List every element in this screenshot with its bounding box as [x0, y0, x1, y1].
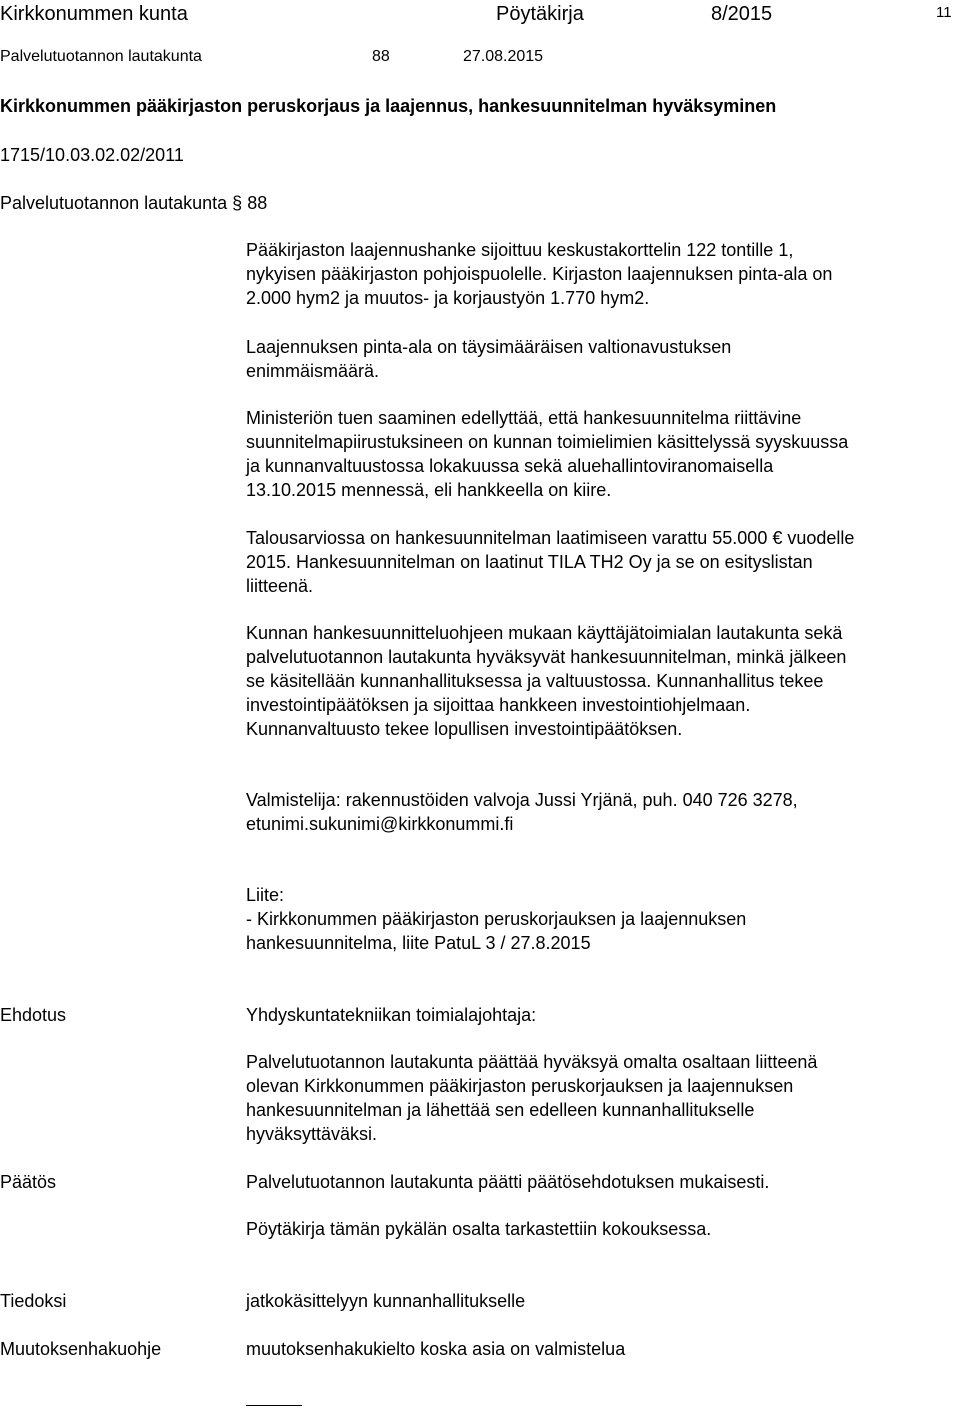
- paragraph-line: investointipäätöksen ja sijoittaa hankkeen investointiohjelmaan.: [246, 695, 751, 715]
- proposal-line: Palvelutuotannon lautakunta päättää hyväksyä omalta osaltaan liitteenä: [246, 1052, 818, 1072]
- paragraph-line: Ministeriön tuen saaminen edellyttää, että hankesuunnitelma riittävine: [246, 408, 802, 428]
- paragraph-line: nykyisen pääkirjaston pohjoispuolelle. Kirjaston laajennuksen pinta-ala on: [246, 264, 833, 284]
- paragraph-line: suunnitelmapiirustuksineen on kunnan toimielimien käsittelyssä syyskuussa: [246, 432, 849, 452]
- paragraph-line: ja kunnanvaltuustossa lokakuussa sekä aluehallintoviranomaisella: [246, 456, 774, 476]
- page-title: Kirkkonummen pääkirjaston peruskorjaus ja laajennus, hankesuunnitelman hyväksyminen: [0, 96, 777, 116]
- attachment-heading: Liite:: [246, 885, 285, 905]
- paragraph-line: 2015. Hankesuunnitelman on laatinut TILA TH2 Oy ja se on esityslistan: [246, 552, 813, 572]
- appeal-text: muutoksenhakukielto koska asia on valmistelua: [246, 1339, 626, 1359]
- paragraph-line: Talousarviossa on hankesuunnitelman laatimiseen varattu 55.000 € vuodelle: [246, 528, 855, 548]
- paragraph-line: enimmäismäärä.: [246, 361, 380, 381]
- page-number: 11: [936, 4, 952, 21]
- paragraph-line: liitteenä.: [246, 576, 314, 596]
- footer-rule: [246, 1405, 302, 1406]
- notification-label: Tiedoksi: [0, 1291, 67, 1311]
- header-date: 27.08.2015: [463, 48, 544, 65]
- preparer-line: Valmistelija: rakennustöiden valvoja Jussi Yrjänä, puh. 040 726 3278,: [246, 790, 798, 810]
- attachment-line: hankesuunnitelma, liite PatuL 3 / 27.8.2015: [246, 933, 591, 953]
- decision-note: Pöytäkirja tämän pykälän osalta tarkastettiin kokouksessa.: [246, 1219, 712, 1239]
- document-type: Pöytäkirja: [496, 3, 584, 25]
- attachment-line: - Kirkkonummen pääkirjaston peruskorjauksen ja laajennuksen: [246, 909, 747, 929]
- paragraph-line: Pääkirjaston laajennushanke sijoittuu keskustakorttelin 122 tontille 1,: [246, 240, 794, 260]
- paragraph-line: Laajennuksen pinta-ala on täysimääräisen valtionavustuksen: [246, 337, 732, 357]
- paragraph-line: palvelutuotannon lautakunta hyväksyvät hankesuunnitelman, minkä jälkeen: [246, 647, 847, 667]
- decision-label: Päätös: [0, 1172, 57, 1192]
- committee-reference: Palvelutuotannon lautakunta § 88: [0, 193, 268, 213]
- proposal-line: hyväksyttäväksi.: [246, 1124, 378, 1144]
- appeal-label: Muutoksenhakuohje: [0, 1339, 162, 1359]
- proposer: Yhdyskuntatekniikan toimialajohtaja:: [246, 1005, 537, 1025]
- proposal-label: Ehdotus: [0, 1005, 67, 1025]
- preparer-email: etunimi.sukunimi@kirkkonummi.fi: [246, 814, 514, 834]
- proposal-line: olevan Kirkkonummen pääkirjaston peruskorjauksen ja laajennuksen: [246, 1076, 794, 1096]
- paragraph-line: se käsitellään kunnanhallituksessa ja valtuustossa. Kunnanhallitus tekee: [246, 671, 824, 691]
- proposal-line: hankesuunnitelman ja lähettää sen edelleen kunnanhallitukselle: [246, 1100, 755, 1120]
- paragraph-line: Kunnanvaltuusto tekee lopullisen investointipäätöksen.: [246, 719, 683, 739]
- decision-text: Palvelutuotannon lautakunta päätti päätösehdotuksen mukaisesti.: [246, 1172, 770, 1192]
- paragraph-line: Kunnan hankesuunnitteluohjeen mukaan käyttäjätoimialan lautakunta sekä: [246, 623, 843, 643]
- paragraph-line: 13.10.2015 mennessä, eli hankkeella on kiire.: [246, 480, 612, 500]
- header-committee: Palvelutuotannon lautakunta: [0, 48, 202, 65]
- header-section: 88: [372, 48, 390, 65]
- document-number: 8/2015: [711, 3, 773, 25]
- case-number: 1715/10.03.02.02/2011: [0, 145, 184, 165]
- notification-text: jatkokäsittelyyn kunnanhallitukselle: [246, 1291, 526, 1311]
- paragraph-line: 2.000 hym2 ja muutos- ja korjaustyön 1.770 hym2.: [246, 288, 650, 308]
- municipality-name: Kirkkonummen kunta: [0, 3, 188, 25]
